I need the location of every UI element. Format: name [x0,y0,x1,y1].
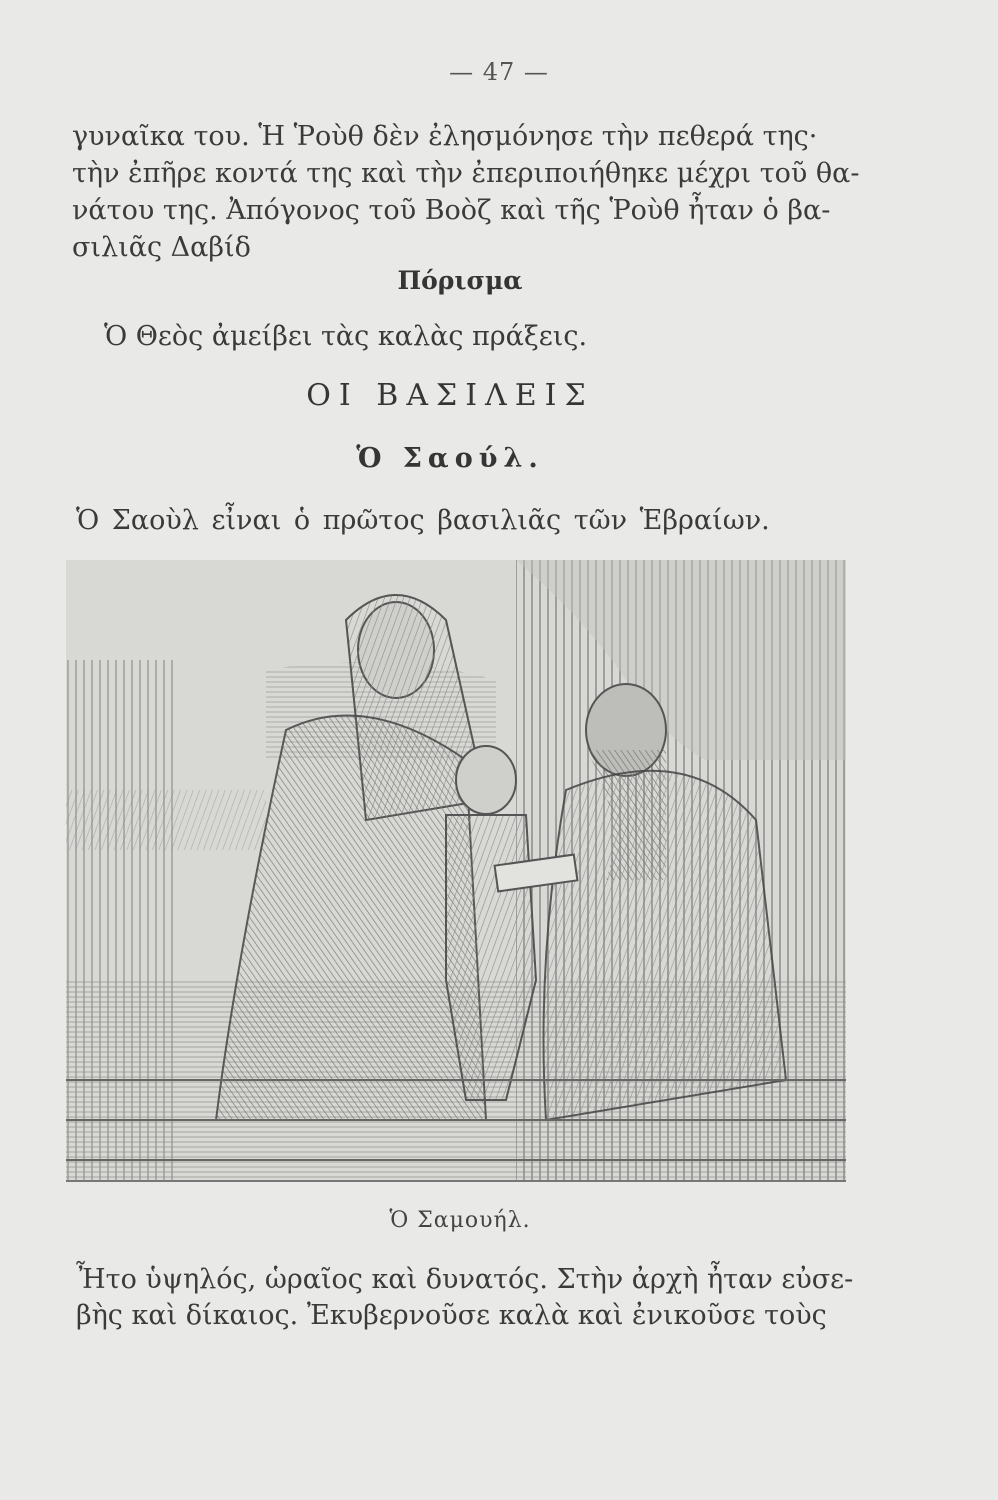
subsection-title: Ὁ Σαούλ. [356,443,544,474]
engraving-illustration [66,560,846,1182]
text-line: τὴν ἐπῆρε κοντά της καὶ τὴν ἐπεριποιήθηκε μέχρι τοῦ θα- [72,158,860,189]
text-line: γυναῖκα του. Ἡ Ῥοὺθ δὲν ἐλησμόνησε τὴν πεθερά της· [72,121,818,152]
illustration-caption: Ὁ Σαμουήλ. [389,1208,531,1233]
porisma-heading: Πόρισμα [397,266,523,295]
text-line: σιλιᾶς Δαβίδ [72,232,251,263]
intro-sentence: Ὁ Σαοὺλ εἶναι ὁ πρῶτος βασιλιᾶς τῶν Ἑβραίων. [76,505,770,536]
text-line: νάτου της. Ἀπόγονος τοῦ Βοὸζ καὶ τῆς Ῥοὺθ ἦταν ὁ βα- [72,195,831,226]
moral-sentence: Ὁ Θεὸς ἀμείβει τὰς καλὰς πράξεις. [104,321,588,352]
text-line: βὴς καὶ δίκαιος. Ἐκυβερνοῦσε καλὰ καὶ ἐνικοῦσε τοὺς [76,1300,827,1331]
text-line: Ἦτο ὑψηλός, ὡραῖος καὶ δυνατός. Στὴν ἀρχὴ ἦταν εὐσε- [76,1264,854,1295]
paragraph-ruth-ending [72,118,860,266]
page-number: — 47 — [449,58,549,86]
section-title: ΟΙ ΒΑΣΙΛΕΙΣ [306,378,594,413]
paragraph-saul-description [76,1262,856,1334]
